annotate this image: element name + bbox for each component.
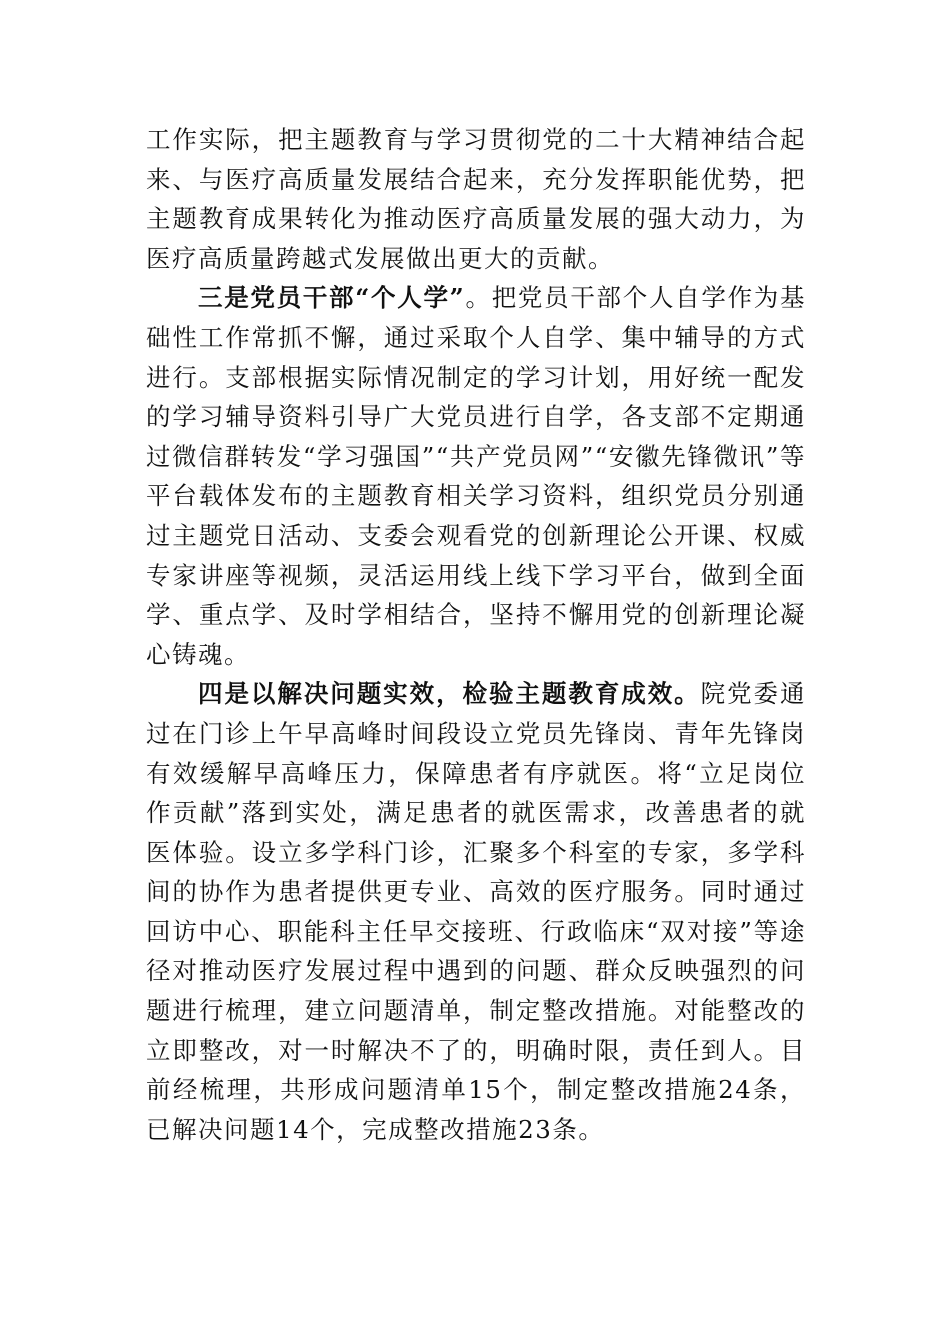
paragraph-2-heading: 三是党员干部“个人学” (198, 283, 466, 313)
paragraph-3-heading: 四是以解决问题实效，检验主题教育成效。 (198, 679, 701, 709)
paragraph-1-text: 工作实际，把主题教育与学习贯彻党的二十大精神结合起来、与医疗高质量发展结合起来，充分发挥职能优势，把主题教育成果转化为推动医疗高质量发展的强大动力，为医疗高质量跨越式发展做出更大的贡献。 (146, 125, 806, 273)
paragraph-1 (146, 120, 806, 278)
paragraph-3-body: 院党委通过在门诊上午早高峰时间段设立党员先锋岗、青年先锋岗有效缓解早高峰压力，保障患者有序就医。将“立足岗位作贡献”落到实处，满足患者的就医需求，改善患者的就医体验。设立多学科门诊，汇聚多个科室的专家，多学科间的协作为患者提供更专业、高效的医疗服务。同时通过回访中心、职能科主任早交接班、行政临床“双对接”等途径对推动医疗发展过程中遇到的问题、群众反映强烈的问题进行梳理，建立问题清单，制定整改措施。对能整改的立即整改，对一时解决不了的，明确时限，责任到人。目前经梳理，共形成问题清单15个，制定整改措施24条，已解决问题14个，完成整改措施23条。 (146, 679, 807, 1144)
document-body (146, 120, 806, 1149)
paragraph-2 (146, 278, 806, 674)
paragraph-2-body: 。把党员干部个人自学作为基础性工作常抓不懈，通过采取个人自学、集中辅导的方式进行。支部根据实际情况制定的学习计划，用好统一配发的学习辅导资料引导广大党员进行自学，各支部不定期通过微信群转发“学习强国”“共产党员网”“安徽先锋微讯”等平台载体发布的主题教育相关学习资料，组织党员分别通过主题党日活动、支委会观看党的创新理论公开课、权威专家讲座等视频，灵活运用线上线下学习平台，做到全面学、重点学、及时学相结合，坚持不懈用党的创新理论凝心铸魂。 (146, 283, 807, 669)
paragraph-3 (146, 674, 806, 1149)
